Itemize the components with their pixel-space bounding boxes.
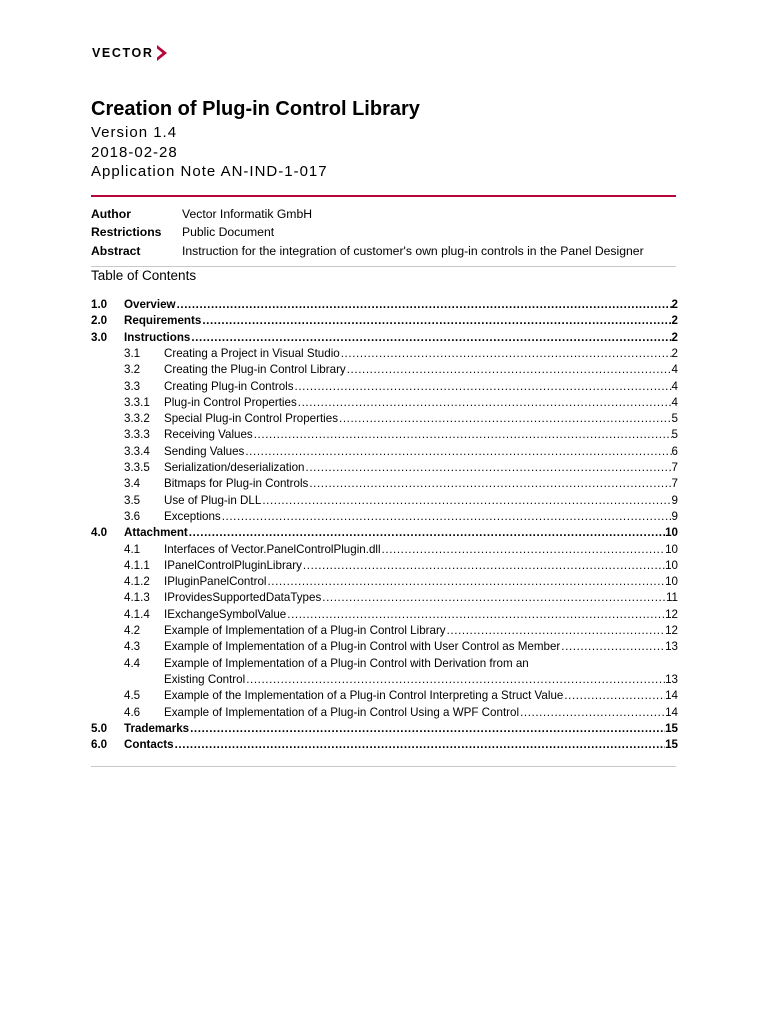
toc-entry[interactable] — [91, 427, 678, 443]
toc-entry[interactable] — [91, 607, 678, 623]
toc-entry-page: 5 — [671, 412, 678, 425]
toc-dot-leader — [175, 737, 665, 753]
toc-entry-page: 10 — [665, 543, 678, 556]
toc-dot-leader — [339, 411, 672, 427]
toc-entry[interactable] — [91, 313, 678, 329]
toc-entry-number: 3.6 — [124, 510, 141, 523]
toc-entry-number: 4.1.4 — [124, 608, 150, 621]
toc-entry-page: 7 — [671, 477, 678, 490]
toc-entry-number: 4.5 — [124, 689, 141, 702]
toc-entry[interactable] — [91, 411, 678, 427]
toc-entry-title: Exceptions — [164, 510, 221, 523]
toc-entry-number: 4.0 — [91, 526, 108, 539]
toc-entry-page: 15 — [665, 722, 678, 735]
toc-entry-title: Creating Plug-in Controls — [164, 380, 294, 393]
toc-entry[interactable] — [91, 444, 678, 460]
meta-divider — [91, 266, 676, 267]
toc-entry-title: Sending Values — [164, 445, 245, 458]
toc-entry-page: 15 — [665, 738, 678, 751]
toc-entry-title: Attachment — [124, 526, 188, 539]
toc-entry-title: Overview — [124, 298, 176, 311]
toc-entry-number: 3.0 — [91, 331, 108, 344]
toc-entry[interactable] — [91, 639, 678, 655]
toc-entry-page: 13 — [665, 673, 678, 686]
toc-entry-title: Existing Control — [164, 673, 246, 686]
toc-entry-number: 3.3.1 — [124, 396, 150, 409]
toc-entry-number: 3.5 — [124, 494, 141, 507]
toc-entry-page: 10 — [665, 559, 678, 572]
toc-entry-number: 3.2 — [124, 363, 141, 376]
toc-entry[interactable] — [91, 330, 678, 346]
toc-entry-number: 3.3.5 — [124, 461, 150, 474]
toc-dot-leader — [306, 460, 672, 476]
toc-entry[interactable] — [91, 590, 678, 606]
toc-dot-leader — [520, 705, 665, 721]
toc-entry[interactable] — [91, 493, 678, 509]
toc-entry-page: 7 — [671, 461, 678, 474]
toc-entry[interactable] — [91, 362, 678, 378]
toc-entry-page: 14 — [665, 706, 678, 719]
toc-entry[interactable] — [91, 688, 678, 704]
toc-entry-number: 4.1.1 — [124, 559, 150, 572]
meta-restrictions-value: Public Document — [182, 225, 275, 239]
toc-entry[interactable] — [91, 346, 678, 362]
toc-entry[interactable] — [91, 558, 678, 574]
toc-entry-title: IPanelControlPluginLibrary — [164, 559, 302, 572]
toc-entry-title: Plug-in Control Properties — [164, 396, 297, 409]
logo-chevron-icon — [156, 44, 168, 62]
toc-entry[interactable] — [91, 460, 678, 476]
toc-dot-leader — [347, 362, 672, 378]
toc-entry[interactable] — [91, 623, 678, 639]
toc-dot-leader — [190, 721, 665, 737]
toc-entry-page: 2 — [671, 331, 678, 344]
toc-entry-number: 3.1 — [124, 347, 141, 360]
toc-dot-leader — [246, 672, 665, 688]
toc-entry-number: 4.2 — [124, 624, 141, 637]
toc-entry[interactable] — [91, 542, 678, 558]
toc-entry-number: 1.0 — [91, 298, 108, 311]
toc-entry-page: 14 — [665, 689, 678, 702]
toc-entry-number: 4.1 — [124, 543, 141, 556]
meta-author-label: Author — [91, 207, 131, 221]
toc-entry-number: 6.0 — [91, 738, 108, 751]
toc-entry[interactable] — [91, 737, 678, 753]
meta-restrictions-label: Restrictions — [91, 225, 162, 239]
toc-entry[interactable] — [91, 509, 678, 525]
toc-dot-leader — [254, 427, 672, 443]
toc-entry-page: 12 — [665, 608, 678, 621]
toc-dot-leader — [298, 395, 672, 411]
toc-entry-page: 11 — [665, 591, 678, 604]
toc-dot-leader — [309, 476, 671, 492]
vector-logo — [92, 43, 168, 63]
toc-entry-number: 3.3 — [124, 380, 141, 393]
toc-entry-number: 4.6 — [124, 706, 141, 719]
toc-dot-leader — [245, 444, 671, 460]
toc-dot-leader — [447, 623, 665, 639]
toc-entry-title: Instructions — [124, 331, 191, 344]
toc-entry-page: 5 — [671, 428, 678, 441]
toc-entry[interactable] — [91, 574, 678, 590]
toc-entry[interactable] — [91, 525, 678, 541]
toc-entry-title: Example of the Implementation of a Plug-in Control Interpreting a Struct Value — [164, 689, 564, 702]
toc-entry-page: 9 — [671, 510, 678, 523]
toc-end-divider — [91, 766, 676, 767]
toc-entry[interactable] — [91, 721, 678, 737]
toc-entry-title: Receiving Values — [164, 428, 253, 441]
title-divider — [91, 195, 676, 197]
toc-entry-page: 12 — [665, 624, 678, 637]
toc-entry-title: Creating a Project in Visual Studio — [164, 347, 340, 360]
toc-entry-number: 3.3.2 — [124, 412, 150, 425]
toc-entry-page: 9 — [671, 494, 678, 507]
toc-entry-page: 10 — [665, 526, 678, 539]
toc-entry[interactable] — [91, 395, 678, 411]
toc-entry-number: 2.0 — [91, 314, 108, 327]
toc-dot-leader — [222, 509, 672, 525]
toc-entry-title: Example of Implementation of a Plug-in Control Using a WPF Control — [164, 706, 520, 719]
toc-entry-title: IProvidesSupportedDataTypes — [164, 591, 322, 604]
toc-entry-title: Special Plug-in Control Properties — [164, 412, 338, 425]
toc-entry-title: Creating the Plug-in Control Library — [164, 363, 346, 376]
toc-dot-leader — [295, 379, 672, 395]
toc-entry-page: 2 — [671, 347, 678, 360]
toc-entry-number: 3.4 — [124, 477, 141, 490]
toc-entry-page: 4 — [671, 396, 678, 409]
meta-author-value: Vector Informatik GmbH — [182, 207, 313, 221]
toc-entry[interactable] — [91, 672, 678, 688]
toc-entry[interactable] — [91, 379, 678, 395]
toc-entry-title: Trademarks — [124, 722, 190, 735]
toc-entry-number: 5.0 — [91, 722, 108, 735]
toc-dot-leader — [382, 542, 666, 558]
toc-entry-number: 3.3.4 — [124, 445, 150, 458]
toc-entry-title: IPluginPanelControl — [164, 575, 267, 588]
toc-dot-leader — [177, 297, 672, 313]
toc-entry[interactable] — [91, 297, 678, 313]
toc-entry-title: Requirements — [124, 314, 202, 327]
logo-wordmark: VECTOR — [92, 46, 154, 60]
document-version: Version 1.4 — [91, 124, 178, 141]
toc-entry-page: 2 — [671, 314, 678, 327]
toc-entry[interactable] — [91, 705, 678, 721]
toc-entry-title: Use of Plug-in DLL — [164, 494, 262, 507]
toc-entry-title: Example of Implementation of a Plug-in Control with Derivation from an — [164, 657, 529, 670]
document-title: Creation of Plug-in Control Library — [91, 98, 420, 120]
toc-dot-leader — [189, 525, 665, 541]
toc-entry-page: 4 — [671, 363, 678, 376]
toc-entry-title: Example of Implementation of a Plug-in Control Library — [164, 624, 446, 637]
toc-entry[interactable] — [91, 476, 678, 492]
toc-entry-page: 6 — [671, 445, 678, 458]
toc-dot-leader — [341, 346, 672, 362]
toc-dot-leader — [561, 639, 665, 655]
toc-entry-number: 4.1.2 — [124, 575, 150, 588]
toc-heading: Table of Contents — [91, 268, 197, 283]
toc-entry-title: Interfaces of Vector.PanelControlPlugin.dll — [164, 543, 381, 556]
toc-dot-leader — [262, 493, 671, 509]
toc-entry-page: 4 — [671, 380, 678, 393]
toc-entry-title: Serialization/deserialization — [164, 461, 305, 474]
toc-dot-leader — [322, 590, 666, 606]
toc-dot-leader — [287, 607, 665, 623]
toc-entry-number: 4.3 — [124, 640, 141, 653]
toc-dot-leader — [267, 574, 665, 590]
toc-entry-page: 13 — [665, 640, 678, 653]
toc-entry-page: 10 — [665, 575, 678, 588]
toc-entry[interactable] — [91, 656, 678, 672]
toc-entry-title: Contacts — [124, 738, 174, 751]
document-date: 2018-02-28 — [91, 144, 178, 161]
toc-entry-title: Example of Implementation of a Plug-in Control with User Control as Member — [164, 640, 561, 653]
toc-entry-page: 2 — [671, 298, 678, 311]
meta-abstract-label: Abstract — [91, 244, 141, 258]
toc-dot-leader — [202, 313, 671, 329]
toc-entry-number: 4.1.3 — [124, 591, 150, 604]
toc-dot-leader — [303, 558, 665, 574]
toc-entry-title: Bitmaps for Plug-in Controls — [164, 477, 309, 490]
toc-dot-leader — [191, 330, 671, 346]
toc-entry-title: IExchangeSymbolValue — [164, 608, 287, 621]
toc-entry-number: 4.4 — [124, 657, 141, 670]
document-app-note: Application Note AN-IND-1-017 — [91, 163, 328, 180]
toc-dot-leader — [564, 688, 665, 704]
toc-entry-number: 3.3.3 — [124, 428, 150, 441]
meta-abstract-value: Instruction for the integration of customer's own plug-in controls in the Panel Designer — [182, 244, 644, 258]
